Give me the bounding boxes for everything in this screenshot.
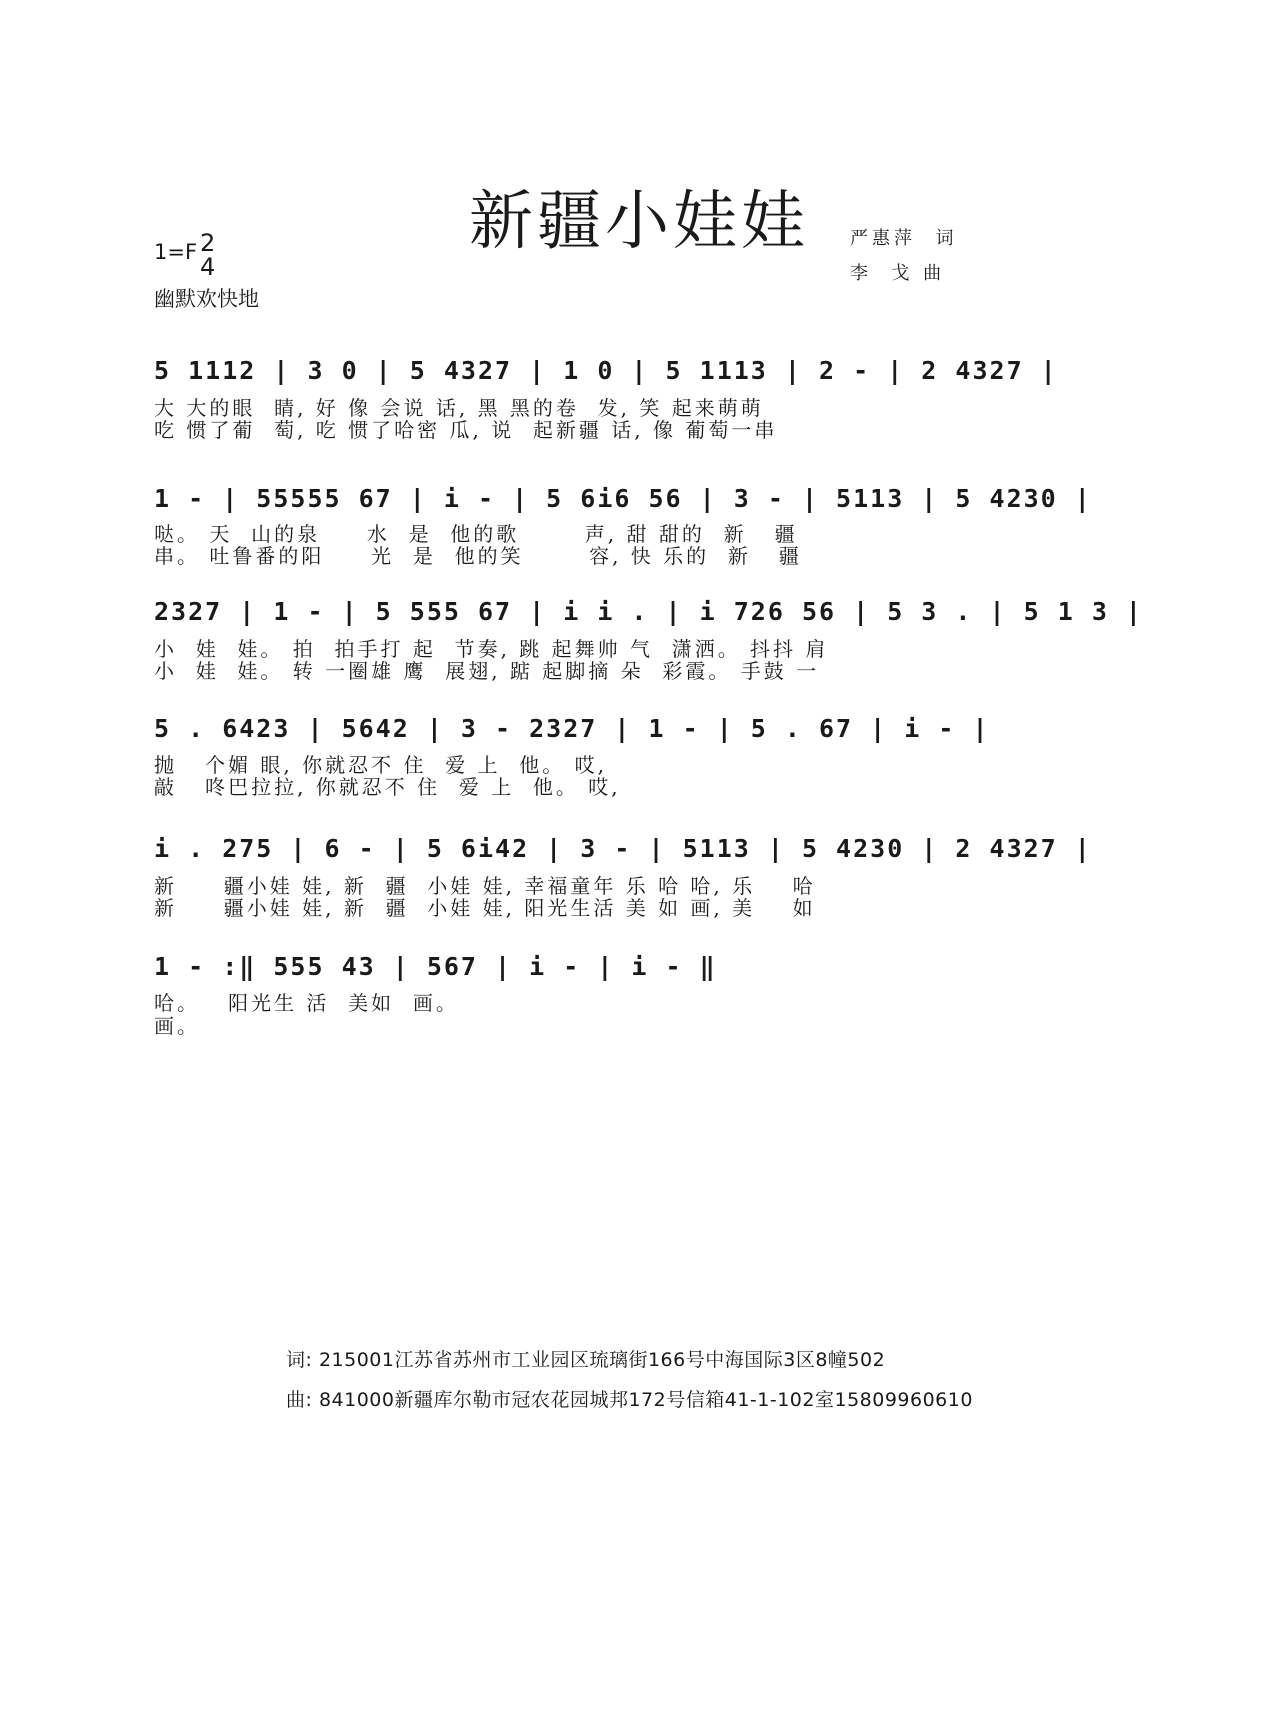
notation-line-2: 1 - | 55555 67 | i - | 5 6i6 56 | 3 - | 5113 | 5 4230 | bbox=[154, 484, 1092, 513]
time-signature-top: 2 bbox=[200, 229, 216, 257]
lyric-line-1-verse-1: 大 大的眼 睛, 好 像 会说 话, 黑 黑的卷 发, 笑 起来萌萌 bbox=[154, 396, 764, 420]
composer-address: 曲: 841000新疆库尔勒市冠农花园城邦172号信箱41-1-102室15809960610 bbox=[286, 1389, 973, 1411]
lyric-line-2-verse-1: 哒。 天 山的泉 水 是 他的歌 声, 甜 甜的 新 疆 bbox=[154, 522, 798, 546]
lyric-line-1-verse-2: 吃 惯了葡 萄, 吃 惯了哈密 瓜, 说 起新疆 话, 像 葡萄一串 bbox=[154, 418, 778, 442]
lyric-line-6-verse-2: 画。 bbox=[154, 1014, 200, 1038]
notation-line-6: 1 - :‖ 555 43 | 567 | i - | i - ‖ bbox=[154, 952, 717, 981]
lyric-line-3-verse-1: 小 娃 娃。 拍 拍手打 起 节奏, 跳 起舞帅 气 潇洒。 抖抖 肩 bbox=[154, 637, 829, 661]
composer-credit: 李 戈 曲 bbox=[850, 263, 946, 284]
lyric-line-5-verse-2: 新 疆小娃 娃, 新 疆 小娃 娃, 阳光生活 美 如 画, 美 如 bbox=[154, 896, 816, 920]
lyric-line-4-verse-2: 敲 咚巴拉拉, 你就忍不 住 爱 上 他。 哎, bbox=[154, 775, 621, 799]
lyricist-address: 词: 215001江苏省苏州市工业园区琉璃街166号中海国际3区8幢502 bbox=[286, 1349, 886, 1371]
lyric-line-3-verse-2: 小 娃 娃。 转 一圈雄 鹰 展翅, 踮 起脚摘 朵 彩霞。 手鼓 一 bbox=[154, 659, 820, 683]
notation-line-3: 2327 | 1 - | 5 555 67 | i i . | i 726 56 | 5 3 . | 5 1 3 | bbox=[154, 597, 1143, 626]
notation-line-4: 5 . 6423 | 5642 | 3 - 2327 | 1 - | 5 . 67 | i - | bbox=[154, 714, 990, 743]
time-signature bbox=[200, 231, 215, 279]
notation-line-1: 5 1112 | 3 0 | 5 4327 | 1 0 | 5 1113 | 2 - | 2 4327 | bbox=[154, 356, 1058, 385]
time-signature-bottom: 4 bbox=[200, 253, 216, 281]
lyric-line-2-verse-2: 串。 吐鲁番的阳 光 是 他的笑 容, 快 乐的 新 疆 bbox=[154, 544, 802, 568]
key-signature: 1=F bbox=[154, 240, 198, 264]
lyric-line-5-verse-1: 新 疆小娃 娃, 新 疆 小娃 娃, 幸福童年 乐 哈 哈, 乐 哈 bbox=[154, 874, 816, 898]
lyric-line-4-verse-1: 抛 个媚 眼, 你就忍不 住 爱 上 他。 哎, bbox=[154, 753, 608, 777]
lyricist-credit: 严惠萍 词 bbox=[850, 228, 958, 249]
song-title: 新疆小娃娃 bbox=[469, 185, 809, 259]
lyric-line-6-verse-1: 哈。 阳光生 活 美如 画。 bbox=[154, 991, 459, 1015]
tempo-marking: 幽默欢快地 bbox=[154, 287, 259, 311]
notation-line-5: i . 275 | 6 - | 5 6i42 | 3 - | 5113 | 5 4230 | 2 4327 | bbox=[154, 834, 1092, 863]
